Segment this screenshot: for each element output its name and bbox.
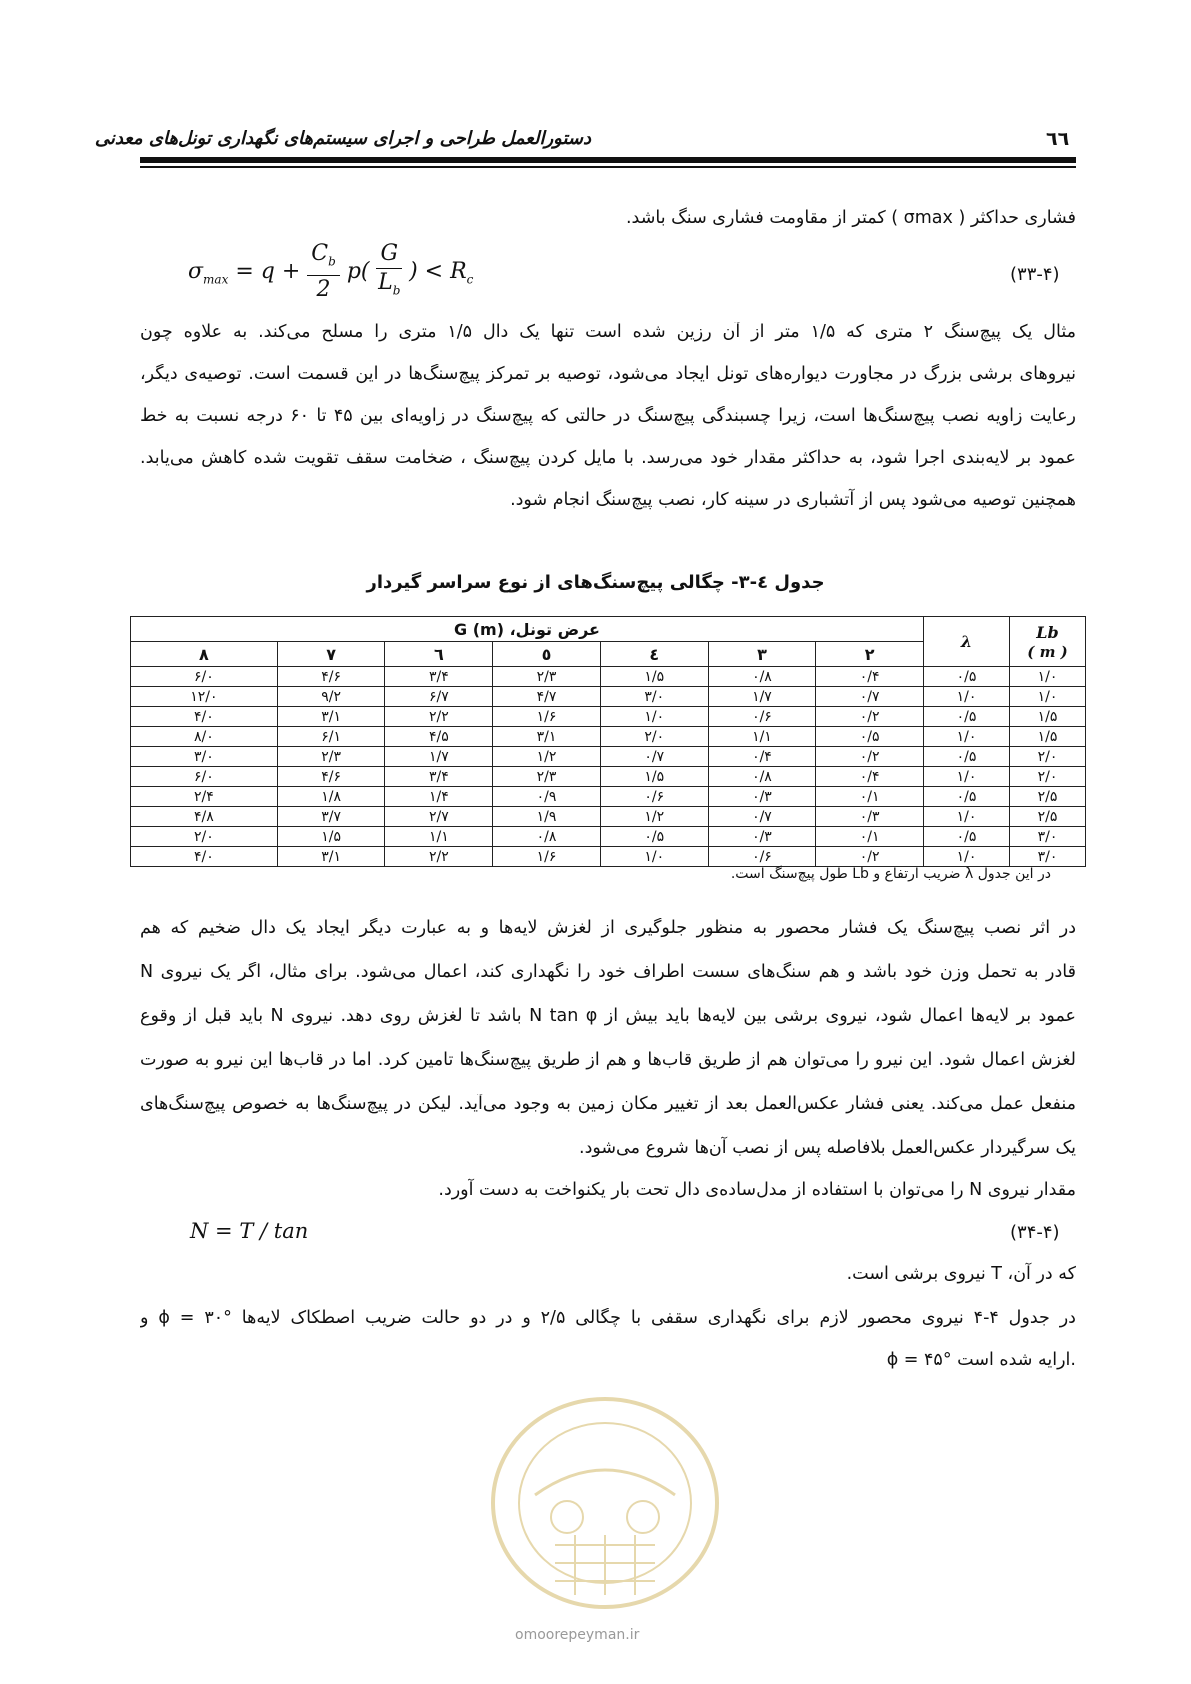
tunnel-width-header: عرض تونل، G (m) xyxy=(131,617,924,642)
para1-line-3: رعایت زاویه نصب پیچ‌سنگ‌ها است، زیرا چسبندگی پیچ‌سنگ در حالتی که پیچ‌سنگ در زاویه‌ای بین ۴۵ تا ۶۰ درجه نسبت به خط xyxy=(140,406,1076,426)
density-cell: ۱۲/۰ xyxy=(131,687,278,707)
table-row xyxy=(131,787,1086,807)
eq-sigma: σ xyxy=(188,259,204,285)
density-cell: ۲/۰ xyxy=(600,727,708,747)
density-cell: ۲/۳ xyxy=(493,667,601,687)
lb-cell: ۳/۰ xyxy=(1010,827,1086,847)
density-cell: ۶/۰ xyxy=(131,767,278,787)
lambda-cell: ۱/۰ xyxy=(924,767,1010,787)
density-cell: ۰/۹ xyxy=(493,787,601,807)
density-cell: ۰/۳ xyxy=(708,827,816,847)
density-cell: ۰/۲ xyxy=(816,707,924,727)
lambda-header: λ xyxy=(924,617,1010,667)
width-col-header: ۷ xyxy=(277,642,385,667)
density-cell: ۰/۳ xyxy=(816,807,924,827)
page-number: ٦٦ xyxy=(1046,128,1070,150)
lb-cell: ۱/۰ xyxy=(1010,667,1086,687)
density-cell: ۴/۸ xyxy=(131,807,278,827)
para5-line-1: در جدول ۴-۴ نیروی محصور لازم برای نگهداری سقفی با چگالی ۲/۵ و در دو حالت ضریب اصطکاک لایه‌ها °ϕ = ۳۰ و xyxy=(140,1308,1076,1328)
table-row xyxy=(131,667,1086,687)
density-cell: ۶/۷ xyxy=(385,687,493,707)
density-cell: ۳/۴ xyxy=(385,667,493,687)
density-cell: ۲/۳ xyxy=(277,747,385,767)
density-cell: ۱/۲ xyxy=(600,807,708,827)
density-cell: ۸/۰ xyxy=(131,727,278,747)
para4: که در آن، T نیروی برشی است. xyxy=(846,1264,1076,1284)
lambda-cell: ۱/۰ xyxy=(924,807,1010,827)
density-cell: ۰/۵ xyxy=(600,827,708,847)
lambda-cell: ۱/۰ xyxy=(924,727,1010,747)
density-cell: ۳/۱ xyxy=(277,707,385,727)
density-cell: ۱/۶ xyxy=(493,847,601,867)
density-cell: ۲/۲ xyxy=(385,707,493,727)
lb-cell: ۱/۵ xyxy=(1010,727,1086,747)
intro-line: فشاری حداکثر ( σmax ) کمتر از مقاومت فشاری سنگ باشد. xyxy=(625,208,1076,228)
table-row xyxy=(131,767,1086,787)
para3: مقدار نیروی N را می‌توان با استفاده از مدل‌ساده‌ی دال تحت بار یکنواخت به دست آورد. xyxy=(438,1180,1076,1200)
lb-cell: ۲/۵ xyxy=(1010,787,1086,807)
density-cell: ۰/۶ xyxy=(600,787,708,807)
lambda-cell: ۰/۵ xyxy=(924,827,1010,847)
lambda-cell: ۰/۵ xyxy=(924,667,1010,687)
table-row xyxy=(131,807,1086,827)
lambda-cell: ۱/۰ xyxy=(924,847,1010,867)
density-cell: ۰/۷ xyxy=(600,747,708,767)
width-col-header: ۸ xyxy=(131,642,278,667)
density-cell: ۳/۴ xyxy=(385,767,493,787)
para2-line-4: لغزش اعمال شود. این نیرو را می‌توان هم از طریق قاب‌ها و هم از طریق پیچ‌سنگ‌ها تامین کرد. اما در قاب‌ها این نیرو به صورت xyxy=(140,1050,1076,1070)
table-row xyxy=(131,727,1086,747)
density-cell: ۲/۷ xyxy=(385,807,493,827)
lb-cell: ۲/۰ xyxy=(1010,747,1086,767)
width-col-header: ۲ xyxy=(816,642,924,667)
density-cell: ۱/۰ xyxy=(600,707,708,727)
lb-cell: ۲/۰ xyxy=(1010,767,1086,787)
density-cell: ۰/۸ xyxy=(708,767,816,787)
para2-line-5: منفعل عمل می‌کند. یعنی فشار عکس‌العمل بعد از تغییر مکان زمین به وجود می‌آید. لیکن در پیچ‌سنگ‌ها به خصوص پیچ‌سنگ‌های xyxy=(140,1094,1076,1114)
density-cell: ۹/۲ xyxy=(277,687,385,707)
density-cell: ۲/۴ xyxy=(131,787,278,807)
density-cell: ۳/۰ xyxy=(600,687,708,707)
density-cell: ۳/۱ xyxy=(493,727,601,747)
density-cell: ۱/۷ xyxy=(385,747,493,767)
table-row xyxy=(131,707,1086,727)
density-cell: ۰/۶ xyxy=(708,707,816,727)
density-cell: ۱/۵ xyxy=(277,827,385,847)
width-col-header: ۳ xyxy=(708,642,816,667)
equation-33-4: $\sigma_{max} = q$ + $\frac{C_b}{2}$ p( $\frac{G}{L_b}$ ) < $R_c$ xyxy=(188,241,474,303)
equation-number-33-4: (۳۳-۴) xyxy=(1010,264,1060,285)
para1-line-5: همچنین توصیه می‌شود پس از آتشباری در سینه کار، نصب پیچ‌سنگ انجام شود. xyxy=(510,490,1076,510)
density-cell: ۳/۷ xyxy=(277,807,385,827)
density-cell: ۱/۰ xyxy=(600,847,708,867)
para2-line-3: عمود بر لایه‌ها اعمال شود، نیروی برشی بین لایه‌ها باید بیش از N tan φ باشد تا لغزش روی دهد. نیروی N باید قبل از وقوع xyxy=(140,1006,1076,1026)
width-col-header: ٦ xyxy=(385,642,493,667)
density-cell: ۰/۴ xyxy=(816,767,924,787)
density-cell: ۰/۱ xyxy=(816,827,924,847)
table-row xyxy=(131,687,1086,707)
density-cell: ۲/۰ xyxy=(131,827,278,847)
density-cell: ۶/۱ xyxy=(277,727,385,747)
header-rule-thin xyxy=(140,166,1076,168)
para1-line-2: نیروهای برشی بزرگ در مجاورت دیواره‌های تونل ایجاد می‌شود، توصیه بر تمرکز پیچ‌سنگ‌ها در این قسمت است. توصیه‌ی دیگر، xyxy=(140,364,1076,384)
watermark-logo xyxy=(475,1385,735,1615)
density-cell: ۳/۰ xyxy=(131,747,278,767)
table-row xyxy=(131,827,1086,847)
lb-cell: ۱/۰ xyxy=(1010,687,1086,707)
lambda-cell: ۰/۵ xyxy=(924,747,1010,767)
density-cell: ۰/۷ xyxy=(816,687,924,707)
density-cell: ۱/۵ xyxy=(600,767,708,787)
equation-34-4: N = T / tan xyxy=(190,1219,309,1243)
lambda-cell: ۰/۵ xyxy=(924,787,1010,807)
density-cell: ۰/۵ xyxy=(816,727,924,747)
density-cell: ۰/۱ xyxy=(816,787,924,807)
para1-line-1: مثال یک پیچ‌سنگ ۲ متری که ۱/۵ متر از آن رزین شده است تنها یک دال ۱/۵ متری را مسلح می‌کند. به علاوه چون xyxy=(140,322,1076,342)
density-cell: ۰/۷ xyxy=(708,807,816,827)
density-cell: ۰/۲ xyxy=(816,747,924,767)
lb-cell: ۲/۵ xyxy=(1010,807,1086,827)
equation-number-34-4: (۳۴-۴) xyxy=(1010,1222,1060,1243)
density-cell: ۴/۵ xyxy=(385,727,493,747)
density-cell: ۲/۳ xyxy=(493,767,601,787)
density-cell: ۱/۴ xyxy=(385,787,493,807)
table-note: در این جدول λ ضریب ارتفاع و Lb طول پیچ‌سنگ است. xyxy=(730,866,1051,882)
lb-header: Lb ( m ) xyxy=(1010,617,1086,667)
density-cell: ۱/۷ xyxy=(708,687,816,707)
lambda-cell: ۱/۰ xyxy=(924,687,1010,707)
table-row xyxy=(131,747,1086,767)
bolt-density-table xyxy=(130,616,1086,867)
running-title: دستورالعمل طراحی و اجرای سیستم‌های نگهداری تونل‌های معدنی xyxy=(94,128,591,149)
table-title: جدول ٤-۳- چگالی پیچ‌سنگ‌های از نوع سراسر گیردار xyxy=(366,572,825,593)
para5-line-2: ϕ = ۴۵° ارایه شده است. xyxy=(886,1350,1076,1370)
density-cell: ۴/۶ xyxy=(277,667,385,687)
density-cell: ۱/۱ xyxy=(385,827,493,847)
density-cell: ۰/۲ xyxy=(816,847,924,867)
para1-line-4: عمود بر لایه‌بندی اجرا شود، به حداکثر مقدار خود می‌رسد. با مایل کردن پیچ‌سنگ ، ضخامت سقف تقویت شده کاهش می‌یابد. xyxy=(140,448,1076,468)
density-cell: ۰/۸ xyxy=(708,667,816,687)
density-cell: ۴/۰ xyxy=(131,847,278,867)
density-cell: ۰/۳ xyxy=(708,787,816,807)
lb-cell: ۳/۰ xyxy=(1010,847,1086,867)
density-cell: ۴/۷ xyxy=(493,687,601,707)
density-cell: ۱/۸ xyxy=(277,787,385,807)
density-cell: ۱/۵ xyxy=(600,667,708,687)
density-cell: ۴/۰ xyxy=(131,707,278,727)
density-cell: ۰/۴ xyxy=(708,747,816,767)
width-col-header: ٥ xyxy=(493,642,601,667)
para2-line-2: قادر به تحمل وزن خود باشد و هم سنگ‌های سست اطراف خود را نگهداری کند، اعمال می‌شود. برای مثال، اگر یک نیروی N xyxy=(140,962,1076,982)
density-cell: ۴/۶ xyxy=(277,767,385,787)
density-cell: ۱/۲ xyxy=(493,747,601,767)
density-cell: ۲/۲ xyxy=(385,847,493,867)
para2-line-1: در اثر نصب پیچ‌سنگ یک فشار محصور به منظور جلوگیری از لغزش لایه‌ها و به عبارت دیگر ایجاد یک دال ضخیم که هم xyxy=(140,918,1076,938)
para2-line-6: یک سرگیردار عکس‌العمل بلافاصله پس از نصب آن‌ها شروع می‌شود. xyxy=(579,1138,1076,1158)
density-cell: ۶/۰ xyxy=(131,667,278,687)
density-cell: ۰/۴ xyxy=(816,667,924,687)
density-cell: ۱/۹ xyxy=(493,807,601,827)
table-row xyxy=(131,847,1086,867)
lambda-cell: ۰/۵ xyxy=(924,707,1010,727)
density-cell: ۰/۸ xyxy=(493,827,601,847)
density-cell: ۱/۱ xyxy=(708,727,816,747)
density-cell: ۱/۶ xyxy=(493,707,601,727)
lb-cell: ۱/۵ xyxy=(1010,707,1086,727)
density-cell: ۰/۶ xyxy=(708,847,816,867)
header-rule-thick xyxy=(140,157,1076,163)
watermark-url: omoorepeyman.ir xyxy=(515,1627,640,1643)
width-col-header: ٤ xyxy=(600,642,708,667)
density-cell: ۳/۱ xyxy=(277,847,385,867)
